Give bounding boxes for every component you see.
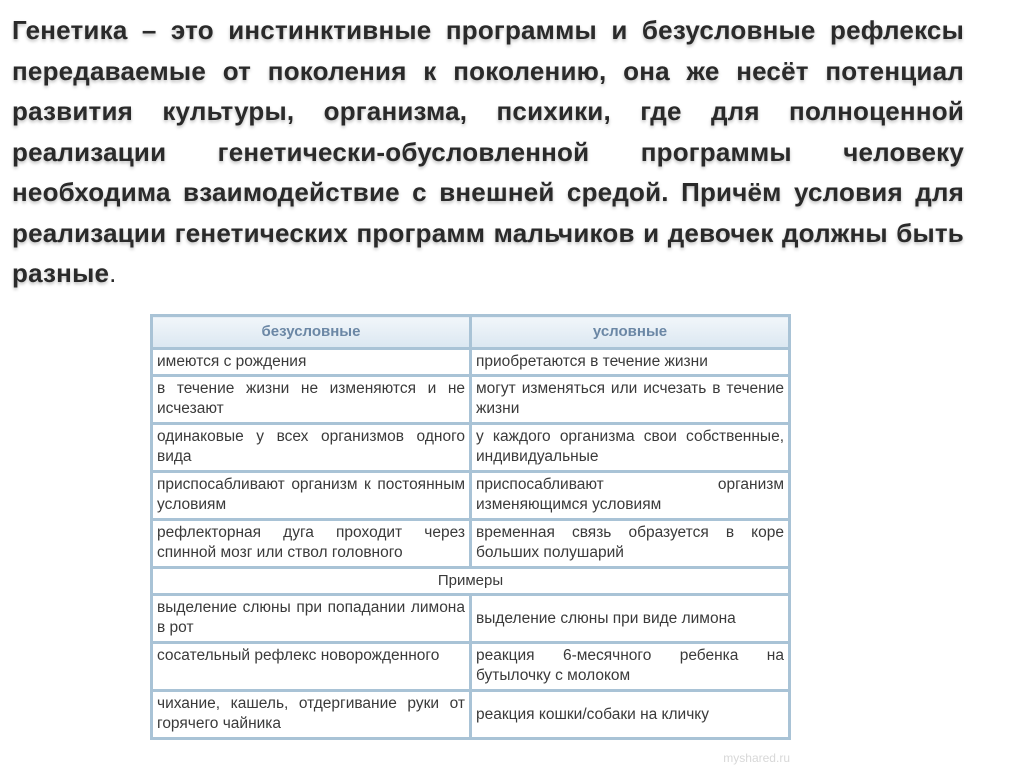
- table-cell: реакция кошки/собаки на кличку: [471, 691, 790, 739]
- table-cell: в течение жизни не изменяются и не исчезают: [152, 376, 471, 424]
- intro-paragraph: [12, 10, 964, 294]
- table-row: [152, 643, 790, 691]
- examples-section-row: [152, 568, 790, 595]
- table-row: [152, 691, 790, 739]
- table-cell: имеются с рождения: [152, 349, 471, 376]
- table-row: [152, 424, 790, 472]
- examples-section-label: Примеры: [152, 568, 790, 595]
- table-cell: чихание, кашель, отдергивание руки от горячего чайника: [152, 691, 471, 739]
- table-cell: могут изменяться или исчезать в течение жизни: [471, 376, 790, 424]
- table-cell: сосательный рефлекс новорожденного: [152, 643, 471, 691]
- table-cell: временная связь образуется в коре больших полушарий: [471, 520, 790, 568]
- table-row: [152, 520, 790, 568]
- table-cell: одинаковые у всех организмов одного вида: [152, 424, 471, 472]
- header-unconditioned: безусловные: [152, 316, 471, 349]
- table-row: [152, 472, 790, 520]
- table-cell: у каждого организма свои собственные, индивидуальные: [471, 424, 790, 472]
- table-row: [152, 595, 790, 643]
- table-cell: выделение слюны при виде лимона: [471, 595, 790, 643]
- table-cell: рефлекторная дуга проходит через спинной мозг или ствол головного: [152, 520, 471, 568]
- table-cell: выделение слюны при попадании лимона в рот: [152, 595, 471, 643]
- intro-end-mark: .: [109, 258, 117, 288]
- table-row: [152, 349, 790, 376]
- table-header-row: [152, 316, 790, 349]
- reflex-comparison-table: [150, 314, 791, 740]
- table-cell: приспосабливают организм изменяющимся условиям: [471, 472, 790, 520]
- table-cell: приобретаются в течение жизни: [471, 349, 790, 376]
- table-row: [152, 376, 790, 424]
- header-conditioned: условные: [471, 316, 790, 349]
- table-cell: приспосабливают организм к постоянным условиям: [152, 472, 471, 520]
- watermark: myshared.ru: [723, 751, 790, 765]
- table-cell: реакция 6-месячного ребенка на бутылочку с молоком: [471, 643, 790, 691]
- reflex-table-container: [150, 314, 791, 740]
- intro-text: Генетика – это инстинктивные программы и безусловные рефлексы передаваемые от поколения к поколению, она же несёт потенциал развития культуры, организма, психики, где для полноценной реализации генетически-обусловленной программы человеку необходима взаимодействие с внешней средой. Причём условия для реализации генетических программ мальчиков и девочек должны быть разные: [12, 15, 964, 288]
